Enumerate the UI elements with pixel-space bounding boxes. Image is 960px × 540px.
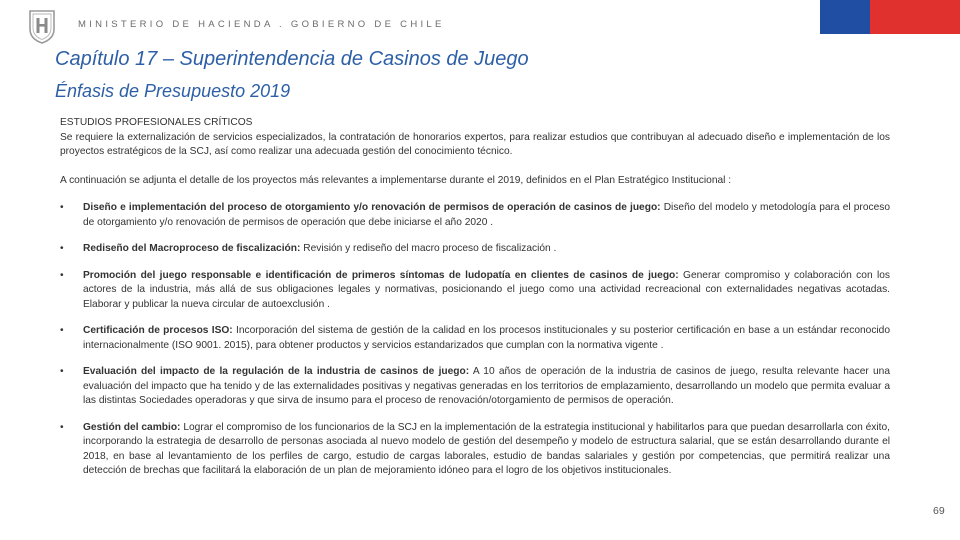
bullet: •	[60, 366, 64, 377]
list-item	[60, 421, 890, 479]
list-item	[60, 365, 890, 409]
item-text: Incorporación del sistema de gestión de la calidad en los procesos institucionales y su posterior certificación en base a un estándar reconocido internacionalmente (ISO 9001. 2015), para obtener productos y servicios estandarizados que cumplan con la normativa vigente .	[83, 325, 891, 351]
item-title: Evaluación del impacto de la regulación de la industria de casinos de juego:	[83, 366, 470, 377]
bullet: •	[60, 421, 64, 433]
flag-blue-block	[820, 0, 870, 34]
item-title: Rediseño del Macroproceso de fiscalización:	[83, 243, 301, 254]
list-item	[60, 242, 890, 257]
page-subtitle: Énfasis de Presupuesto 2019	[55, 81, 291, 101]
ministry-crest-icon	[27, 9, 57, 45]
list-item	[60, 269, 890, 313]
item-text: Diseño del modelo y metodología para el proceso de otorgamiento y/o renovación de permisos de operación que debe iniciarse el año 2020 .	[83, 202, 891, 228]
item-text: Lograr el compromiso de los funcionarios de la SCJ en la implementación de la estrategia institucional y habilitarlos para que puedan desarrollarla con éxito, incorporando la estrategia de desarrollo de personas asociada al nuevo modelo de gestión del desempeño y modelo de estructura salarial, que se están desarrollando durante el 2018, en base al levantamiento de los perfiles de cargo, estudio de cargas laborales, estudio de bandas salariales y gestión por competencias, que permitirá realizar una detección de brechas que facilitará la elaboración de un plan de mejoramiento idóneo para el logro de los objetivos institucionales.	[83, 421, 890, 476]
content-body	[60, 116, 890, 479]
list-item	[60, 201, 890, 230]
section-heading: ESTUDIOS PROFESIONALES CRÍTICOS	[60, 117, 253, 128]
ministry-label: MINISTERIO DE HACIENDA . GOBIERNO DE CHILE	[78, 19, 445, 30]
page-number: 69	[933, 505, 945, 517]
item-text: Generar compromiso y colaboración con los actores de la industria, más allá de sus obligaciones legales y normativas, posicionando el juego como una actividad recreacional con externalidades negativas acotadas. Elaborar y publicar la nueva circular de autoexclusión .	[83, 269, 890, 310]
item-text: A 10 años de operación de la industria de casinos de juego, resulta relevante hacer una evaluación del impacto que ha tenido y de las externalidades positivas y negativas generadas en los territorios de emplazamiento, desarrollando un modelo que permita evaluar a las distintas Sociedades operadoras y que sirva de insumo para el proceso de renovación/otorgamiento de permisos de operación.	[83, 366, 890, 406]
item-title: Certificación de procesos ISO:	[83, 325, 233, 336]
flag-red-block	[870, 0, 960, 34]
item-title: Gestión del cambio:	[83, 421, 181, 433]
bullet: •	[60, 243, 64, 254]
item-title: Diseño e implementación del proceso de otorgamiento y/o renovación de permisos de operación de casinos de juego:	[83, 202, 661, 213]
page-title: Capítulo 17 – Superintendencia de Casinos de Juego	[55, 48, 529, 70]
projects-intro-paragraph: A continuación se adjunta el detalle de los proyectos más relevantes a implementarse durante el 2019, definidos en el Plan Estratégico Institucional :	[60, 174, 732, 186]
item-title: Promoción del juego responsable e identificación de primeros síntomas de ludopatía en clientes de casinos de juego:	[83, 269, 679, 281]
projects-list	[60, 201, 890, 479]
item-text: Revisión y rediseño del macro proceso de fiscalización .	[300, 243, 557, 254]
bullet: •	[60, 325, 64, 336]
bullet: •	[60, 202, 64, 213]
intro-paragraph: Se requiere la externalización de servicios especializados, la contratación de honorarios expertos, para realizar estudios que contribuyan al adecuado diseño e implementación de los proyectos estratégicos de la SCJ, así como realizar una adecuada gestión del conocimiento técnico.	[60, 131, 890, 157]
bullet: •	[60, 269, 64, 281]
list-item	[60, 324, 890, 353]
flag-band	[820, 0, 960, 34]
